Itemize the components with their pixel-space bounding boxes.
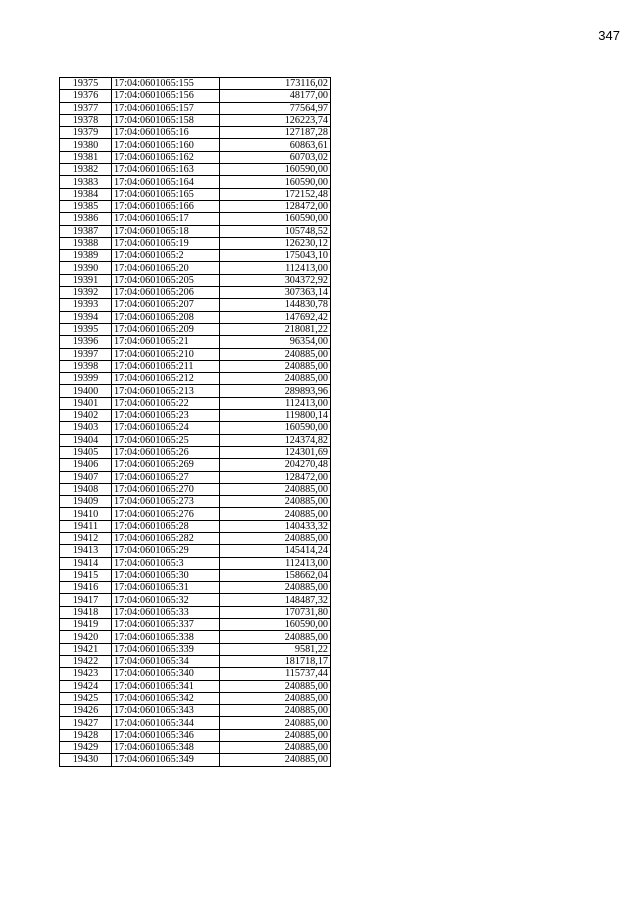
value-cell: 60863,61 [220, 139, 331, 151]
table-row [60, 78, 331, 90]
cadastral-number-cell: 17:04:0601065:19 [112, 237, 220, 249]
table-row [60, 754, 331, 766]
table-row [60, 459, 331, 471]
cadastral-number-cell: 17:04:0601065:2 [112, 250, 220, 262]
cadastral-number-cell: 17:04:0601065:349 [112, 754, 220, 766]
table-row [60, 373, 331, 385]
table-row [60, 545, 331, 557]
table-row [60, 336, 331, 348]
row-number-cell: 19382 [60, 164, 112, 176]
table-row [60, 274, 331, 286]
table-row [60, 434, 331, 446]
row-number-cell: 19415 [60, 569, 112, 581]
table-row [60, 250, 331, 262]
value-cell: 307363,14 [220, 287, 331, 299]
cadastral-number-cell: 17:04:0601065:160 [112, 139, 220, 151]
table-row [60, 619, 331, 631]
cadastral-number-cell: 17:04:0601065:27 [112, 471, 220, 483]
value-cell: 170731,80 [220, 606, 331, 618]
row-number-cell: 19406 [60, 459, 112, 471]
value-cell: 128472,00 [220, 471, 331, 483]
cadastral-number-cell: 17:04:0601065:30 [112, 569, 220, 581]
row-number-cell: 19386 [60, 213, 112, 225]
table-row [60, 385, 331, 397]
value-cell: 60703,02 [220, 151, 331, 163]
row-number-cell: 19397 [60, 348, 112, 360]
row-number-cell: 19379 [60, 127, 112, 139]
value-cell: 148487,32 [220, 594, 331, 606]
value-cell: 147692,42 [220, 311, 331, 323]
table-row [60, 655, 331, 667]
row-number-cell: 19429 [60, 742, 112, 754]
row-number-cell: 19404 [60, 434, 112, 446]
value-cell: 160590,00 [220, 422, 331, 434]
row-number-cell: 19393 [60, 299, 112, 311]
row-number-cell: 19378 [60, 114, 112, 126]
table-row [60, 606, 331, 618]
row-number-cell: 19408 [60, 483, 112, 495]
value-cell: 126230,12 [220, 237, 331, 249]
cadastral-number-cell: 17:04:0601065:3 [112, 557, 220, 569]
value-cell: 160590,00 [220, 164, 331, 176]
value-cell: 204270,48 [220, 459, 331, 471]
value-cell: 240885,00 [220, 680, 331, 692]
row-number-cell: 19428 [60, 729, 112, 741]
cadastral-number-cell: 17:04:0601065:166 [112, 200, 220, 212]
cadastral-number-cell: 17:04:0601065:211 [112, 360, 220, 372]
table-row [60, 127, 331, 139]
row-number-cell: 19395 [60, 323, 112, 335]
row-number-cell: 19394 [60, 311, 112, 323]
cadastral-number-cell: 17:04:0601065:23 [112, 410, 220, 422]
data-table [59, 77, 331, 767]
value-cell: 140433,32 [220, 520, 331, 532]
table-row [60, 213, 331, 225]
cadastral-number-cell: 17:04:0601065:26 [112, 446, 220, 458]
row-number-cell: 19424 [60, 680, 112, 692]
cadastral-number-cell: 17:04:0601065:346 [112, 729, 220, 741]
value-cell: 240885,00 [220, 754, 331, 766]
table-row [60, 532, 331, 544]
cadastral-number-cell: 17:04:0601065:205 [112, 274, 220, 286]
table-row [60, 520, 331, 532]
table-row [60, 508, 331, 520]
row-number-cell: 19402 [60, 410, 112, 422]
table-row [60, 631, 331, 643]
row-number-cell: 19381 [60, 151, 112, 163]
table-row [60, 225, 331, 237]
cadastral-number-cell: 17:04:0601065:158 [112, 114, 220, 126]
cadastral-number-cell: 17:04:0601065:338 [112, 631, 220, 643]
table-row [60, 446, 331, 458]
cadastral-number-cell: 17:04:0601065:165 [112, 188, 220, 200]
table-row [60, 299, 331, 311]
cadastral-number-cell: 17:04:0601065:29 [112, 545, 220, 557]
table-row [60, 164, 331, 176]
value-cell: 158662,04 [220, 569, 331, 581]
table-row [60, 151, 331, 163]
table-row [60, 102, 331, 114]
value-cell: 115737,44 [220, 668, 331, 680]
value-cell: 127187,28 [220, 127, 331, 139]
row-number-cell: 19412 [60, 532, 112, 544]
row-number-cell: 19414 [60, 557, 112, 569]
value-cell: 240885,00 [220, 496, 331, 508]
table-row [60, 729, 331, 741]
cadastral-number-cell: 17:04:0601065:34 [112, 655, 220, 667]
value-cell: 160590,00 [220, 213, 331, 225]
row-number-cell: 19383 [60, 176, 112, 188]
value-cell: 240885,00 [220, 508, 331, 520]
value-cell: 289893,96 [220, 385, 331, 397]
table-row [60, 557, 331, 569]
cadastral-number-cell: 17:04:0601065:339 [112, 643, 220, 655]
row-number-cell: 19376 [60, 90, 112, 102]
row-number-cell: 19422 [60, 655, 112, 667]
table-row [60, 422, 331, 434]
row-number-cell: 19387 [60, 225, 112, 237]
value-cell: 112413,00 [220, 557, 331, 569]
value-cell: 240885,00 [220, 631, 331, 643]
value-cell: 172152,48 [220, 188, 331, 200]
table-row [60, 287, 331, 299]
value-cell: 119800,14 [220, 410, 331, 422]
cadastral-number-cell: 17:04:0601065:25 [112, 434, 220, 446]
row-number-cell: 19416 [60, 582, 112, 594]
cadastral-number-cell: 17:04:0601065:20 [112, 262, 220, 274]
cadastral-number-cell: 17:04:0601065:18 [112, 225, 220, 237]
row-number-cell: 19417 [60, 594, 112, 606]
table-row [60, 680, 331, 692]
table-row [60, 705, 331, 717]
value-cell: 112413,00 [220, 262, 331, 274]
row-number-cell: 19409 [60, 496, 112, 508]
row-number-cell: 19388 [60, 237, 112, 249]
cadastral-number-cell: 17:04:0601065:209 [112, 323, 220, 335]
value-cell: 240885,00 [220, 705, 331, 717]
cadastral-number-cell: 17:04:0601065:270 [112, 483, 220, 495]
table-row [60, 114, 331, 126]
value-cell: 240885,00 [220, 532, 331, 544]
row-number-cell: 19398 [60, 360, 112, 372]
value-cell: 126223,74 [220, 114, 331, 126]
value-cell: 128472,00 [220, 200, 331, 212]
cadastral-number-cell: 17:04:0601065:17 [112, 213, 220, 225]
cadastral-number-cell: 17:04:0601065:32 [112, 594, 220, 606]
value-cell: 160590,00 [220, 619, 331, 631]
table-row [60, 483, 331, 495]
row-number-cell: 19385 [60, 200, 112, 212]
table-row [60, 237, 331, 249]
table-row [60, 360, 331, 372]
row-number-cell: 19426 [60, 705, 112, 717]
table-row [60, 496, 331, 508]
row-number-cell: 19425 [60, 692, 112, 704]
cadastral-number-cell: 17:04:0601065:342 [112, 692, 220, 704]
cadastral-number-cell: 17:04:0601065:344 [112, 717, 220, 729]
row-number-cell: 19419 [60, 619, 112, 631]
cadastral-number-cell: 17:04:0601065:213 [112, 385, 220, 397]
row-number-cell: 19421 [60, 643, 112, 655]
row-number-cell: 19423 [60, 668, 112, 680]
cadastral-number-cell: 17:04:0601065:210 [112, 348, 220, 360]
row-number-cell: 19420 [60, 631, 112, 643]
cadastral-number-cell: 17:04:0601065:157 [112, 102, 220, 114]
cadastral-number-cell: 17:04:0601065:24 [112, 422, 220, 434]
cadastral-number-cell: 17:04:0601065:208 [112, 311, 220, 323]
value-cell: 240885,00 [220, 729, 331, 741]
cadastral-number-cell: 17:04:0601065:162 [112, 151, 220, 163]
cadastral-number-cell: 17:04:0601065:22 [112, 397, 220, 409]
table-row [60, 139, 331, 151]
cadastral-number-cell: 17:04:0601065:269 [112, 459, 220, 471]
row-number-cell: 19411 [60, 520, 112, 532]
table-row [60, 569, 331, 581]
row-number-cell: 19403 [60, 422, 112, 434]
cadastral-number-cell: 17:04:0601065:343 [112, 705, 220, 717]
row-number-cell: 19400 [60, 385, 112, 397]
value-cell: 240885,00 [220, 717, 331, 729]
row-number-cell: 19396 [60, 336, 112, 348]
cadastral-number-cell: 17:04:0601065:337 [112, 619, 220, 631]
value-cell: 304372,92 [220, 274, 331, 286]
value-cell: 144830,78 [220, 299, 331, 311]
row-number-cell: 19389 [60, 250, 112, 262]
value-cell: 105748,52 [220, 225, 331, 237]
cadastral-number-cell: 17:04:0601065:155 [112, 78, 220, 90]
table-row [60, 471, 331, 483]
cadastral-number-cell: 17:04:0601065:207 [112, 299, 220, 311]
value-cell: 9581,22 [220, 643, 331, 655]
table-row [60, 188, 331, 200]
cadastral-number-cell: 17:04:0601065:276 [112, 508, 220, 520]
value-cell: 48177,00 [220, 90, 331, 102]
value-cell: 240885,00 [220, 742, 331, 754]
table-row [60, 348, 331, 360]
value-cell: 240885,00 [220, 483, 331, 495]
cadastral-number-cell: 17:04:0601065:156 [112, 90, 220, 102]
value-cell: 240885,00 [220, 360, 331, 372]
value-cell: 240885,00 [220, 692, 331, 704]
table-row [60, 692, 331, 704]
cadastral-number-cell: 17:04:0601065:212 [112, 373, 220, 385]
cadastral-number-cell: 17:04:0601065:164 [112, 176, 220, 188]
row-number-cell: 19430 [60, 754, 112, 766]
cadastral-number-cell: 17:04:0601065:28 [112, 520, 220, 532]
row-number-cell: 19390 [60, 262, 112, 274]
table-row [60, 323, 331, 335]
cadastral-number-cell: 17:04:0601065:16 [112, 127, 220, 139]
cadastral-number-cell: 17:04:0601065:163 [112, 164, 220, 176]
table-row [60, 311, 331, 323]
row-number-cell: 19375 [60, 78, 112, 90]
row-number-cell: 19392 [60, 287, 112, 299]
cadastral-number-cell: 17:04:0601065:340 [112, 668, 220, 680]
table-row [60, 176, 331, 188]
table-row [60, 742, 331, 754]
table-row [60, 262, 331, 274]
cadastral-number-cell: 17:04:0601065:348 [112, 742, 220, 754]
row-number-cell: 19405 [60, 446, 112, 458]
table-row [60, 643, 331, 655]
cadastral-number-cell: 17:04:0601065:31 [112, 582, 220, 594]
value-cell: 218081,22 [220, 323, 331, 335]
cadastral-number-cell: 17:04:0601065:341 [112, 680, 220, 692]
row-number-cell: 19427 [60, 717, 112, 729]
page-number: 347 [598, 28, 620, 43]
value-cell: 173116,02 [220, 78, 331, 90]
table-row [60, 582, 331, 594]
cadastral-number-cell: 17:04:0601065:33 [112, 606, 220, 618]
value-cell: 112413,00 [220, 397, 331, 409]
table-body [60, 78, 331, 767]
cadastral-number-cell: 17:04:0601065:273 [112, 496, 220, 508]
value-cell: 145414,24 [220, 545, 331, 557]
cadastral-number-cell: 17:04:0601065:206 [112, 287, 220, 299]
table-row [60, 200, 331, 212]
row-number-cell: 19384 [60, 188, 112, 200]
row-number-cell: 19418 [60, 606, 112, 618]
row-number-cell: 19380 [60, 139, 112, 151]
table-row [60, 594, 331, 606]
row-number-cell: 19377 [60, 102, 112, 114]
row-number-cell: 19399 [60, 373, 112, 385]
table-row [60, 397, 331, 409]
value-cell: 96354,00 [220, 336, 331, 348]
value-cell: 124301,69 [220, 446, 331, 458]
value-cell: 240885,00 [220, 582, 331, 594]
value-cell: 77564,97 [220, 102, 331, 114]
value-cell: 175043,10 [220, 250, 331, 262]
value-cell: 124374,82 [220, 434, 331, 446]
cadastral-number-cell: 17:04:0601065:21 [112, 336, 220, 348]
row-number-cell: 19413 [60, 545, 112, 557]
table-row [60, 668, 331, 680]
value-cell: 240885,00 [220, 348, 331, 360]
row-number-cell: 19410 [60, 508, 112, 520]
value-cell: 160590,00 [220, 176, 331, 188]
row-number-cell: 19391 [60, 274, 112, 286]
value-cell: 240885,00 [220, 373, 331, 385]
cadastral-number-cell: 17:04:0601065:282 [112, 532, 220, 544]
value-cell: 181718,17 [220, 655, 331, 667]
table-row [60, 717, 331, 729]
row-number-cell: 19401 [60, 397, 112, 409]
table-row [60, 410, 331, 422]
table-row [60, 90, 331, 102]
row-number-cell: 19407 [60, 471, 112, 483]
